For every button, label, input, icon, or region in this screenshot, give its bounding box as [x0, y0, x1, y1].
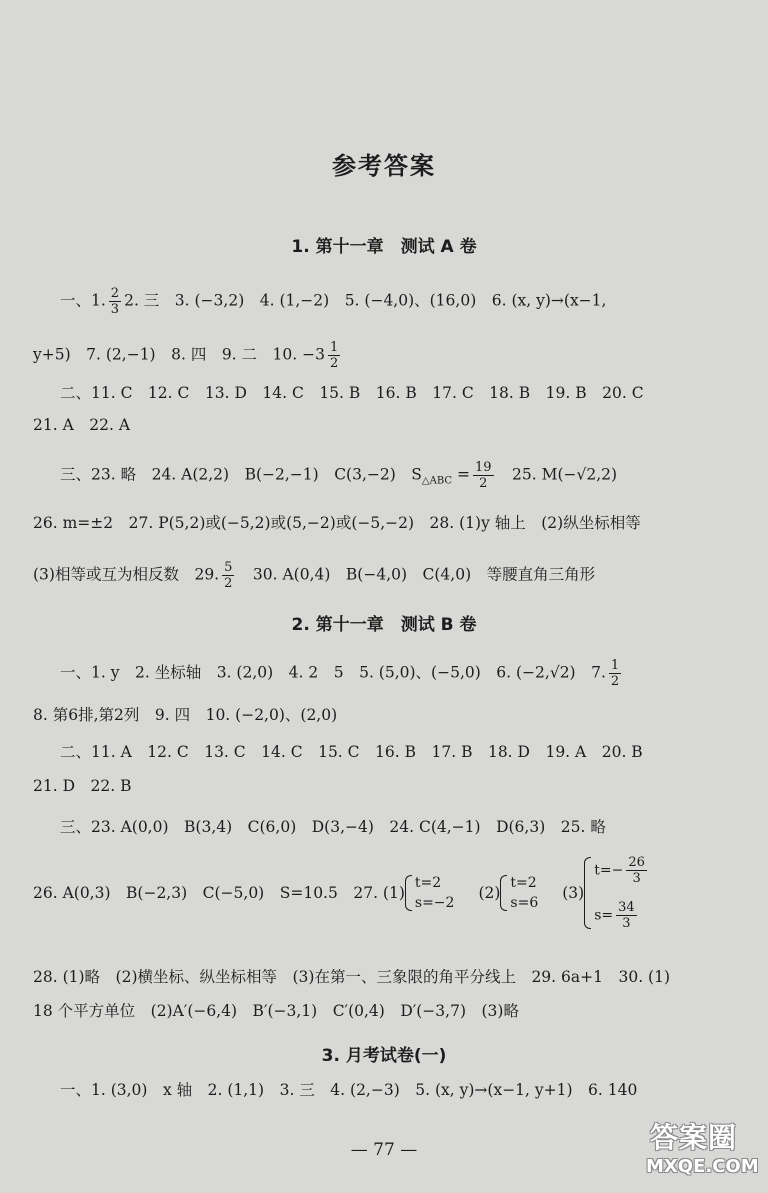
watermark-logo: 答案圈 MXQE.COM — [646, 1121, 759, 1177]
fraction: $\frac{26}{3}$ — [628, 855, 645, 886]
s2-line-4: 21. D 22. B — [33, 777, 132, 795]
s2-line-6: 26. A(0,3) B(−2,3) C(−5,0) S=10.5 27. (1) t=2 s=−2 (2) t=2 s=6 (3) t=− $\frac{26}{3}$ s= $\frac{34}{3}$ — [33, 855, 650, 931]
s1-line-1: 一、1. $\frac{2}{3}$ 2. 三 3. (−3,2) 4. (1,−2) 5. (−4,0)、(16,0) 6. (x, y)→(x−1, — [60, 286, 607, 317]
s2-line-8: 18 个平方单位 (2)A′(−6,4) B′(−3,1) C′(0,4) D′(−3,7) (3)略 — [33, 1002, 519, 1020]
fraction: $\frac{1}{2}$ — [610, 658, 620, 689]
section-heading-2: 2. 第十一章 测试 B 卷 — [291, 615, 477, 635]
fraction: $\frac{1}{2}$ — [329, 340, 339, 371]
s2-line-5: 三、23. A(0,0) B(3,4) C(6,0) D(3,−4) 24. C(4,−1) D(6,3) 25. 略 — [60, 818, 606, 836]
s1-line-4: 21. A 22. A — [33, 416, 131, 434]
s1-line-3: 二、11. C 12. C 13. D 14. C 15. B 16. B 17. C 18. B 19. B 20. C — [60, 384, 644, 402]
equation-system-1: t=2 s=−2 — [405, 873, 455, 913]
s2-line-2: 8. 第6排,第2列 9. 四 10. (−2,0)、(2,0) — [33, 706, 338, 724]
fraction: $\frac{2}{3}$ — [110, 286, 120, 317]
section-heading-3: 3. 月考试卷(一) — [321, 1046, 447, 1066]
equation-system-2: t=2 s=6 — [500, 873, 538, 913]
page-title: 参考答案 — [332, 152, 436, 180]
s1-line-5: 三、23. 略 24. A(2,2) B(−2,−1) C(3,−2) $S_{\triangle ABC}$ = $\frac{19}{2}$ 25. M(−√2,2) — [60, 460, 618, 491]
s1-line-6: 26. m=±2 27. P(5,2)或(−5,2)或(5,−2)或(−5,−2) 28. (1)y 轴上 (2)纵坐标相等 — [33, 514, 641, 532]
section-heading-1: 1. 第十一章 测试 A 卷 — [291, 237, 477, 257]
s2-line-3: 二、11. A 12. C 13. C 14. C 15. C 16. B 17. B 18. D 19. A 20. B — [60, 743, 643, 761]
fraction: $\frac{34}{3}$ — [618, 900, 635, 931]
equation-system-3: t=− $\frac{26}{3}$ s= $\frac{34}{3}$ — [584, 855, 650, 931]
s2-line-7: 28. (1)略 (2)横坐标、纵坐标相等 (3)在第一、三象限的角平分线上 29. 6a+1 30. (1) — [33, 968, 671, 986]
page-number: — 77 — — [350, 1140, 418, 1160]
fraction: $\frac{5}{2}$ — [224, 560, 233, 591]
fraction: $\frac{19}{2}$ — [474, 460, 492, 491]
s2-line-1: 一、1. y 2. 坐标轴 3. (2,0) 4. 2 5 5. (5,0)、(−5,0) 6. (−2,√2) 7. $\frac{1}{2}$ — [60, 658, 620, 689]
s1-line-7: (3)相等或互为相反数 29. $\frac{5}{2}$ 30. A(0,4) B(−4,0) C(4,0) 等腰直角三角形 — [33, 560, 596, 591]
s1-line-2: y+5) 7. (2,−1) 8. 四 9. 二 10. −3 $\frac{1}{2}$ — [33, 340, 339, 371]
s3-line-1: 一、1. (3,0) x 轴 2. (1,1) 3. 三 4. (2,−3) 5. (x, y)→(x−1, y+1) 6. 140 — [60, 1081, 638, 1099]
